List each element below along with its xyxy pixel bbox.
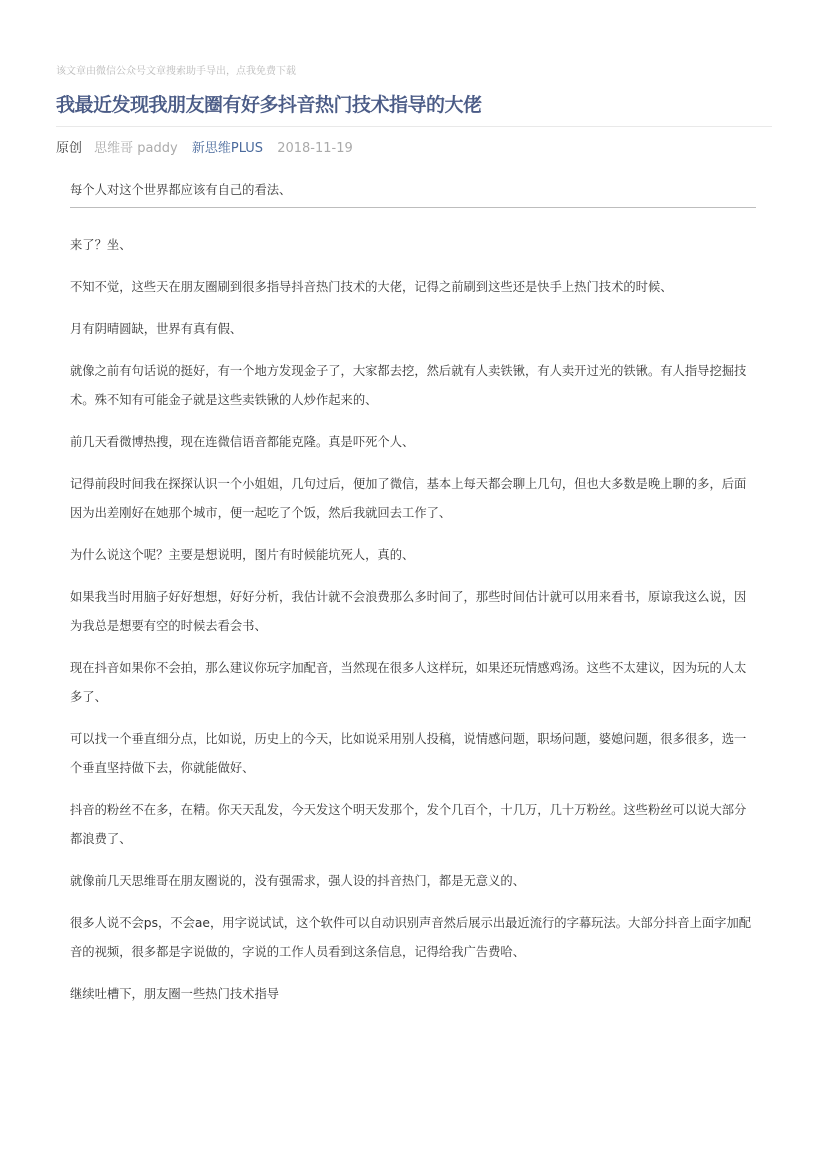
publish-date: 2018-11-19 [277, 141, 353, 156]
article-body [70, 176, 756, 1022]
paragraph: 来了？坐、 [70, 238, 132, 252]
paragraph: 不知不觉，这些天在朋友圈刷到很多指导抖音热门技术的大佬，记得之前刷到这些还是快手上热门技术的时候、 [70, 280, 673, 294]
account-name-link[interactable]: 新思维PLUS [191, 141, 264, 156]
paragraph: 就像前几天思维哥在朋友圈说的，没有强需求，强人设的抖音热门，都是无意义的、 [70, 874, 525, 888]
paragraph: 可以找一个垂直细分点，比如说，历史上的今天，比如说采用别人投稿，说情感问题，职场问题，婆媳问题，很多很多，选一个垂直坚持做下去，你就能做好、 [70, 732, 747, 775]
paragraph: 继续吐槽下，朋友圈一些热门技术指导 [70, 987, 280, 1001]
article-title: 我最近发现我朋友圈有好多抖音热门技术指导的大佬 [56, 90, 772, 127]
article-meta [56, 140, 363, 158]
paragraph: 抖音的粉丝不在多，在精。你天天乱发，今天发这个明天发那个，发个几百个，十几万，几十万粉丝。这些粉丝可以说大部分都浪费了、 [70, 803, 747, 846]
lead-quote: 每个人对这个世界都应该有自己的看法、 [70, 176, 756, 208]
paragraph: 记得前段时间我在探探认识一个小姐姐，几句过后，便加了微信，基本上每天都会聊上几句，但也大多数是晚上聊的多，后面因为出差刚好在她那个城市，便一起吃了个饭，然后我就回去工作了、 [70, 477, 747, 520]
paragraph: 就像之前有句话说的挺好，有一个地方发现金子了，大家都去挖，然后就有人卖铁锹，有人卖开过光的铁锹。有人指导挖掘技术。殊不知有可能金子就是这些卖铁锹的人炒作起来的、 [70, 364, 747, 407]
paragraph: 现在抖音如果你不会拍，那么建议你玩字加配音，当然现在很多人这样玩，如果还玩情感鸡汤。这些不太建议，因为玩的人太多了、 [70, 661, 747, 704]
original-badge: 原创 [56, 141, 83, 156]
paragraph: 如果我当时用脑子好好想想，好好分析，我估计就不会浪费那么多时间了，那些时间估计就可以用来看书，原谅我这么说，因为我总是想要有空的时候去看会书、 [70, 590, 747, 633]
paragraph: 为什么说这个呢？主要是想说明，图片有时候能坑死人，真的、 [70, 548, 415, 562]
paragraph: 很多人说不会ps，不会ae，用字说试试，这个软件可以自动识别声音然后展示出最近流行的字幕玩法。大部分抖音上面字加配音的视频，很多都是字说做的，字说的工作人员看到这条信息，记得给我广告费哈、 [70, 916, 752, 959]
export-notice-link[interactable]: 该文章由微信公众号文章搜索助手导出，点我免费下载 [56, 66, 296, 77]
paragraph: 前几天看微博热搜，现在连微信语音都能克隆。真是吓死个人、 [70, 435, 415, 449]
author-name: 思维哥 paddy [94, 141, 178, 156]
paragraph: 月有阴晴圆缺，世界有真有假、 [70, 322, 243, 336]
